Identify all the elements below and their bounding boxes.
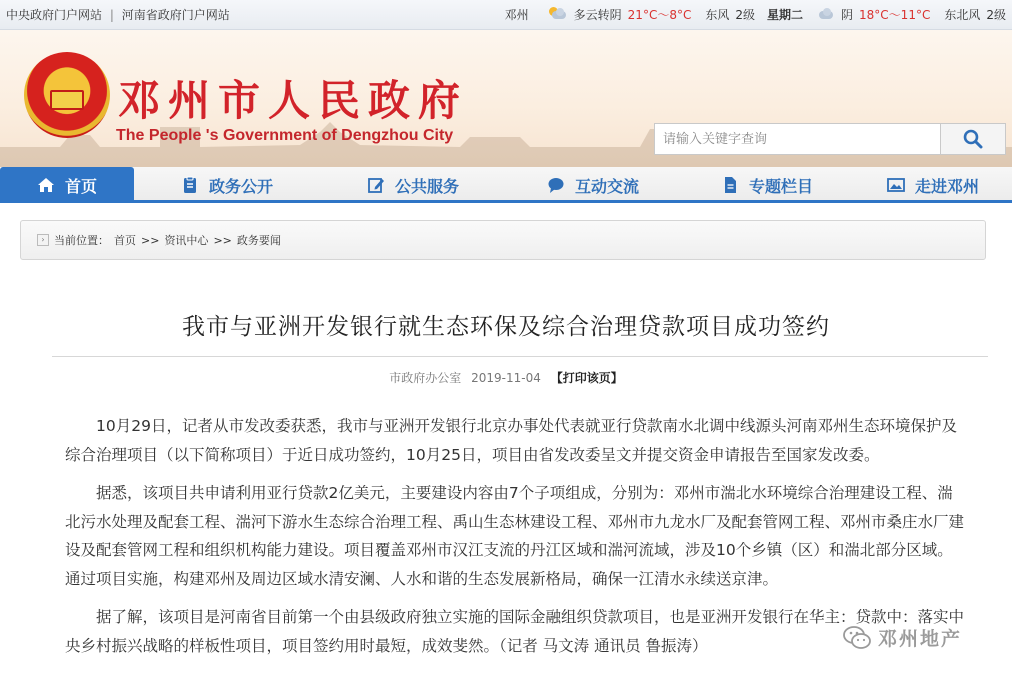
breadcrumb-separator: >>	[141, 233, 160, 247]
watermark-text: 邓州地产	[878, 628, 963, 650]
weather-city: 邓州	[504, 8, 529, 22]
top-links	[6, 6, 230, 23]
breadcrumb	[20, 220, 986, 260]
breadcrumb-news-center[interactable]: 资讯中心	[164, 234, 209, 247]
nav-label-about-dengzhou: 走进邓州	[914, 176, 979, 196]
cloudy-icon	[549, 8, 568, 22]
weather-tomorrow-wind: 东北风	[944, 8, 981, 22]
weather-weekday: 星期二	[767, 8, 804, 22]
chat-icon	[547, 176, 565, 194]
nav-item-about-dengzhou[interactable]	[854, 167, 1012, 203]
link-separator: |	[109, 8, 114, 22]
article-paragraph: 10月29日，记者从市发改委获悉，我市与亚洲开发银行北京办事处代表就亚行贷款南水北调中线源头河南邓州生态环境保护及综合治理项目（以下简称项目）于近日成功签约，10月25日，项目由省发改委呈文并提交资金申请报告至国家发改委。	[65, 417, 957, 464]
wechat-icon	[842, 625, 872, 651]
edit-icon	[367, 176, 385, 194]
clipboard-icon	[181, 176, 199, 194]
article-date: 2019-11-04	[471, 371, 541, 385]
article-paragraph: 据了解，该项目是河南省目前第一个由县级政府独立实施的国际金融组织贷款项目，也是亚洲开发银行在华主：贷款中：落实中央乡村振兴战略的样板性项目，项目签约用时最短，成效斐然。（记者 马文涛 通讯员 鲁振涛）	[65, 608, 965, 655]
weather-widget	[505, 6, 1006, 23]
nav-label-special-topics: 专题栏目	[748, 176, 813, 196]
nav-item-public-service[interactable]	[320, 167, 506, 203]
nav-label-interaction: 互动交流	[574, 176, 639, 196]
weather-today-temp: 21°C～8°C	[627, 8, 692, 22]
search-icon	[963, 129, 983, 149]
weather-tomorrow-temp-high: 18°C～11°C	[859, 8, 931, 22]
watermark	[842, 624, 962, 651]
nav-item-special-topics[interactable]	[680, 167, 854, 203]
national-emblem-icon	[24, 52, 110, 138]
nav-label-public-service: 公共服务	[394, 176, 459, 196]
cloud-icon	[817, 8, 835, 22]
breadcrumb-home[interactable]: 首页	[114, 234, 136, 247]
link-province-gov[interactable]: 河南省政府门户网站	[121, 8, 230, 22]
breadcrumb-separator: >>	[213, 233, 232, 247]
breadcrumb-gov-news[interactable]: 政务要闻	[236, 234, 281, 247]
site-subtitle: The People 's Government of Dengzhou City	[116, 127, 454, 144]
weather-today-level: 2级	[735, 8, 755, 22]
location-icon: ›	[37, 234, 49, 246]
breadcrumb-prefix: 当前位置：	[54, 234, 109, 247]
article-body	[65, 412, 968, 660]
search-input[interactable]	[654, 123, 940, 155]
article-paragraph: 据悉，该项目共申请利用亚行贷款2亿美元，主要建设内容由7个子项组成，分别为：邓州市湍北水环境综合治理建设工程、湍北污水处理及配套工程、湍河下游水生态综合治理工程、禹山生态林建设工程、邓州市九龙水厂及配套管网工程、邓州市桑庄水厂建设及配套管网工程和组织机构能力建设。项目覆盖邓州市汉江支流的丹江区域和湍河流域，涉及10个乡镇（区）和湍北部分区域。通过项目实施，构建邓州及周边区域水清安澜、人水和谐的生态发展新格局，确保一江清水永续送京津。	[65, 484, 965, 588]
main-nav	[0, 167, 1012, 203]
nav-item-home[interactable]	[0, 167, 134, 203]
article-meta	[0, 369, 1012, 386]
search-button[interactable]	[940, 123, 1006, 155]
document-icon	[721, 176, 739, 194]
article-source: 市政府办公室	[389, 371, 462, 385]
weather-today-wind: 东风	[705, 8, 730, 22]
weather-tomorrow-condition: 阴	[841, 8, 854, 22]
site-banner	[0, 30, 1012, 167]
print-page-link[interactable]: 【打印该页】	[550, 371, 623, 385]
title-divider	[52, 356, 988, 357]
nav-item-gov-affairs[interactable]	[134, 167, 320, 203]
nav-label-gov-affairs: 政务公开	[208, 176, 273, 196]
site-title[interactable]: 邓州市人民政府	[118, 76, 469, 125]
home-icon	[37, 176, 55, 194]
search-box	[654, 123, 1006, 155]
weather-tomorrow-level: 2级	[986, 8, 1006, 22]
nav-item-interaction[interactable]	[506, 167, 680, 203]
article-title: 我市与亚洲开发银行就生态环保及综合治理贷款项目成功签约	[182, 314, 830, 340]
link-central-gov[interactable]: 中央政府门户网站	[6, 8, 103, 22]
nav-label-home: 首页	[64, 176, 97, 196]
weather-today-condition: 多云转阴	[573, 8, 622, 22]
image-icon	[887, 176, 905, 194]
top-bar	[0, 0, 1012, 30]
